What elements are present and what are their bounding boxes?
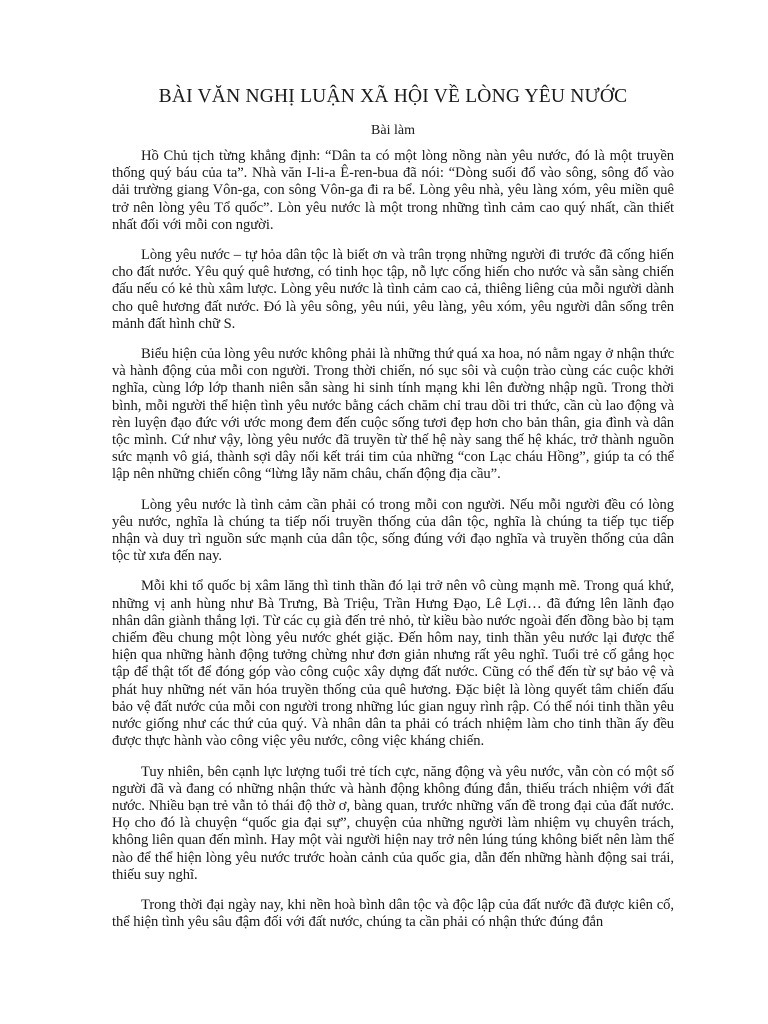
document-title: BÀI VĂN NGHỊ LUẬN XÃ HỘI VỀ LÒNG YÊU NƯỚC bbox=[158, 86, 628, 107]
paragraph-2: Lòng yêu nước – tự hỏa dân tộc là biết ơn và trân trọng những người đi trước đã cống hiến cho đất nước. Yêu quý quê hương, có tinh học tập, nỗ lực cống hiến cho nước và sẵn sàng chiến đấu nếu có kẻ thù xâm lược. Lòng yêu nước là tình cảm cao cả, thiêng liêng của mỗi người dành cho quê hương đất nước. Đó là yêu sông, yêu núi, yêu làng, yêu xóm, yêu người dân sống trên mảnh đất hình chữ S. bbox=[112, 247, 674, 332]
document-subtitle: Bài làm bbox=[371, 123, 415, 138]
paragraph-5: Mỗi khi tổ quốc bị xâm lăng thì tinh thần đó lại trở nên vô cùng mạnh mẽ. Trong quá khứ, những vị anh hùng như Bà Trưng, Bà Triệu, Trần Hưng Đạo, Lê Lợi… đã đứng lên lãnh đạo nhân dân giành thắng lợi. Từ các cụ già đến trẻ nhỏ, từ kiều bào nước ngoài đến đồng bào bị tạm chiếm đều chung một lòng yêu nước ghét giặc. Đến hôm nay, tinh thần yêu nước lại được thể hiện qua những hành động tưởng chừng như đơn giản nhưng rất yêu nghĩ. Tuổi trẻ cố gắng học tập để thật tốt để đóng góp vào công cuộc xây dựng đất nước. Cũng có thể đến từ sự bảo vệ và phát huy những nét văn hóa truyền thống của quê hương. Đặc biệt là lòng quyết tâm chiến đấu bảo vệ đất nước của mỗi con người trong những lúc gian nguy rình rập. Có thể nói tinh thần yêu nước giống như các thứ của quý. Và nhân dân ta phải có trách nhiệm làm cho tinh thần ấy đều được thực hành vào công việc yêu nước, công việc kháng chiến. bbox=[112, 578, 674, 750]
paragraph-3: Biểu hiện của lòng yêu nước không phải là những thứ quá xa hoa, nó nằm ngay ở nhận thức và hành động của mỗi con người. Trong thời chiến, nó sục sôi và cuộn trào cùng các cuộc khởi nghĩa, cùng lớp lớp thanh niên sẵn sàng hi sinh tính mạng khi lên đường nhập ngũ. Trong thời bình, mỗi người thể hiện tình yêu nước bằng cách chăm chỉ trau dồi tri thức, cần cù lao động và rèn luyện đạo đức với ước mong đem đến cuộc sống tươi đẹp hơn cho bản thân, gia đình và dân tộc mình. Cứ như vậy, lòng yêu nước đã truyền từ thế hệ này sang thế hệ khác, trở thành nguồn sức mạnh vô giá, thành sợi dây nối kết trái tim của những “con Lạc cháu Hồng”, giúp ta có thể lập nên những chiến công “lừng lẫy năm châu, chấn động địa cầu”. bbox=[112, 346, 674, 483]
paragraph-7: Trong thời đại ngày nay, khi nền hoà bình dân tộc và độc lập của đất nước đã được kiên cố, thể hiện tình yêu sâu đậm đối với đất nước, chúng ta cần phải có nhận thức đúng đắn bbox=[112, 896, 674, 931]
paragraph-4: Lòng yêu nước là tình cảm cần phải có trong mỗi con người. Nếu mỗi người đều có lòng yêu nước, nghĩa là chúng ta tiếp nối truyền thống của dân tộc, nghĩa là chúng ta tiếp tục tiếp nhận và duy trì nguồn sức mạnh của dân tộc, sống đúng với đạo nghĩa và truyền thống của dân tộc từ xưa đến nay. bbox=[112, 496, 674, 565]
paragraph-6: Tuy nhiên, bên cạnh lực lượng tuổi trẻ tích cực, năng động và yêu nước, vẫn còn có một số người đã và đang có những nhận thức và hành động không đúng đắn, thiếu trách nhiệm với đất nước. Nhiều bạn trẻ vẫn tỏ thái độ thờ ơ, bàng quan, trước những vấn đề trong đại của đất nước. Họ cho đó là chuyện “quốc gia đại sự”, chuyện của những người làm nhiệm vụ chuyên trách, không liên quan đến mình. Hay một vài người hiện nay trở nên lúng túng không biết nên làm thế nào để thể hiện lòng yêu nước trước hoàn cảnh của quốc gia, dẫn đến những hành động sai trái, thiếu suy nghĩ. bbox=[112, 763, 674, 883]
paragraph-1: Hồ Chủ tịch từng khẳng định: “Dân ta có một lòng nồng nàn yêu nước, đó là một truyền thống quý báu của ta”. Nhà văn I-li-a Ê-ren-bua đã nói: “Dòng suối đổ vào sông, sông đổ vào dải trường giang Vôn-ga, con sông Vôn-ga đi ra bể. Lòng yêu nhà, yêu làng xóm, yêu miền quê trở nên lòng yêu Tổ quốc”. Lòn yêu nước là một trong những tình cảm cao quý nhất, cần thiết nhất đối với mỗi con người. bbox=[112, 148, 674, 233]
document-page bbox=[112, 84, 674, 931]
